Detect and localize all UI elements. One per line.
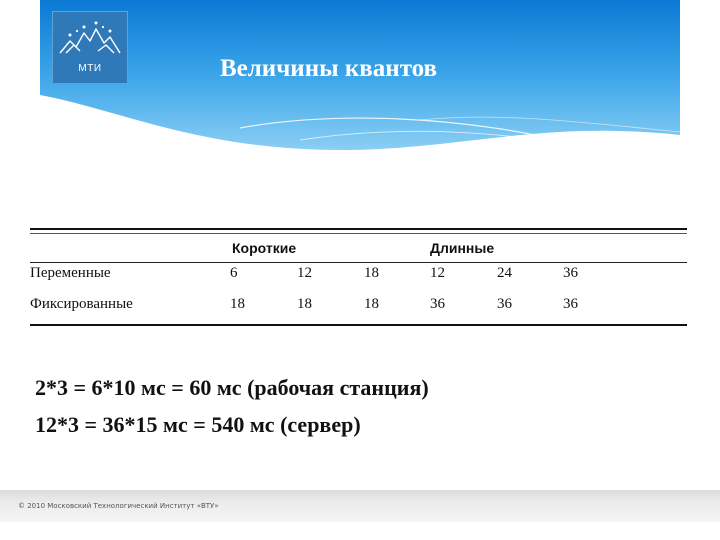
table-cell: 18	[364, 265, 379, 281]
table-cell: 12	[297, 265, 312, 281]
table-cell: 18	[297, 296, 312, 312]
table-cell: 24	[497, 265, 512, 281]
footer-bar	[0, 490, 720, 522]
row-label: Фиксированные	[30, 296, 133, 312]
institute-logo	[52, 11, 128, 84]
table-cell: 18	[230, 296, 245, 312]
column-group-long: Длинные	[430, 240, 495, 256]
table-rule-top-thin	[30, 233, 687, 234]
table-cell: 6	[230, 265, 238, 281]
table-rule-header	[30, 262, 687, 263]
table-cell: 12	[430, 265, 445, 281]
quantum-table	[30, 228, 687, 328]
table-cell: 18	[364, 296, 379, 312]
logo-text: МТИ	[78, 63, 102, 74]
table-cell: 36	[430, 296, 445, 312]
table-rule-bottom	[30, 324, 687, 326]
formula-server: 12*3 = 36*15 мс = 540 мс (сервер)	[35, 412, 361, 437]
table-rule-top	[30, 228, 687, 230]
footer-copyright: © 2010 Московский Технологический Институт «ВТУ»	[18, 502, 219, 510]
row-label: Переменные	[30, 265, 111, 281]
formula-workstation: 2*3 = 6*10 мс = 60 мс (рабочая станция)	[35, 375, 429, 400]
table-cell: 36	[497, 296, 512, 312]
page-title: Величины квантов	[220, 55, 438, 82]
table-cell: 36	[563, 296, 578, 312]
column-group-short: Короткие	[232, 240, 297, 256]
header-banner	[40, 0, 680, 175]
table-cell: 36	[563, 265, 578, 281]
